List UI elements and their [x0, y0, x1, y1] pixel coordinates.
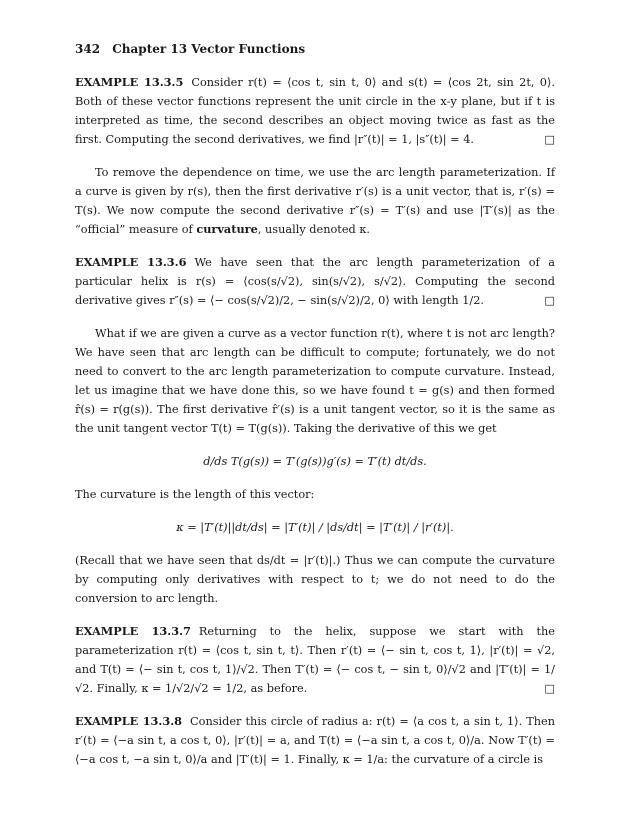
example-label: EXAMPLE 13.3.8	[75, 714, 182, 728]
page-number: 342	[75, 42, 101, 56]
example-text: We have seen that the arc length parameterization of a particular helix is r(s) = ⟨cos(s/√2), sin(s/√2), s/√2⟩. Computing the second derivative gives r″(s) = ⟨− cos(s/√2)/2, − sin(s/√2)/2, 0⟩ with length 1/2.	[75, 256, 555, 307]
example-13-3-6	[75, 253, 555, 310]
paragraph-text-end: , usually denoted κ.	[257, 223, 370, 236]
page	[75, 40, 555, 783]
curvature-term: curvature	[196, 222, 258, 236]
chapter-title: Chapter 13 Vector Functions	[112, 42, 306, 56]
equation-curvature: κ = |T′(t)||dt/ds| = |T′(t)| / |ds/dt| = |T′(t)| / |r′(t)|.	[176, 521, 454, 534]
paragraph-text: To remove the dependence on time, we use the arc length parameterization. If a curve is given by r(s), then the first derivative r′(s) is a unit vector, that is, r′(s) = T(s). We now compute the second derivative r″(s) = T′(s) and use |T′(s)| as the “official” measure of	[75, 166, 555, 236]
example-13-3-8	[75, 712, 555, 769]
recall-paragraph: (Recall that we have seen that ds/dt = |r′(t)|.) Thus we can compute the curvature by computing only derivatives with respect to t; we do not need to do the conversion to arc length.	[75, 554, 555, 605]
qed-symbol: □	[544, 682, 555, 695]
example-label: EXAMPLE 13.3.6	[75, 255, 187, 269]
curvature-length-intro: The curvature is the length of this vector:	[75, 488, 315, 501]
example-label: EXAMPLE 13.3.7	[75, 624, 191, 638]
curvature-paragraph	[75, 163, 555, 239]
qed-symbol: □	[544, 133, 555, 146]
example-text: Consider this circle of radius a: r(t) = ⟨a cos t, a sin t, 1⟩. Then r′(t) = ⟨−a sin t, a cos t, 0⟩, |r′(t)| = a, and T(t) = ⟨−a sin t, a cos t, 0⟩/a. Now T′(t) = ⟨−a cos t, −a sin t, 0⟩/a and |T′(t)| = 1. Finally, κ = 1/a: the curvature of a circle is	[75, 715, 555, 766]
running-header	[75, 40, 555, 59]
example-13-3-7	[75, 622, 555, 698]
example-label: EXAMPLE 13.3.5	[75, 75, 184, 89]
equation-chain-rule: d/ds T(g(s)) = T′(g(s))g′(s) = T′(t) dt/ds.	[203, 455, 427, 468]
example-text: Consider r(t) = ⟨cos t, sin t, 0⟩ and s(t) = ⟨cos 2t, sin 2t, 0⟩. Both of these vector functions represent the unit circle in the x-y plane, but if t is interpreted as time, the second describes an object moving twice as fast as the first. Computing the second derivatives, we find |r″(t)| = 1, |s″(t)| = 4.	[75, 76, 555, 146]
example-text: Returning to the helix, suppose we start with the parameterization r(t) = ⟨cos t, sin t, t⟩. Then r′(t) = ⟨− sin t, cos t, 1⟩, |r′(t)| = √2, and T(t) = ⟨− sin t, cos t, 1⟩/√2. Then T′(t) = ⟨− cos t, − sin t, 0⟩/√2 and |T′(t)| = 1/√2. Finally, κ = 1/√2/√2 = 1/2, as before.	[75, 625, 555, 695]
example-13-3-5	[75, 73, 555, 149]
qed-symbol: □	[544, 294, 555, 307]
general-curve-paragraph: What if we are given a curve as a vector function r(t), where t is not arc length? We have seen that arc length can be difficult to compute; fortunately, we do not need to convert to the arc length parameterization to compute curvature. Instead, let us imagine that we have done this, so we have found t = g(s) and then formed r̂(s) = r(g(s)). The first derivative r̂′(s) is a unit tangent vector, so it is the same as the unit tangent vector T(t) = T(g(s)). Taking the derivative of this we get	[75, 327, 555, 435]
